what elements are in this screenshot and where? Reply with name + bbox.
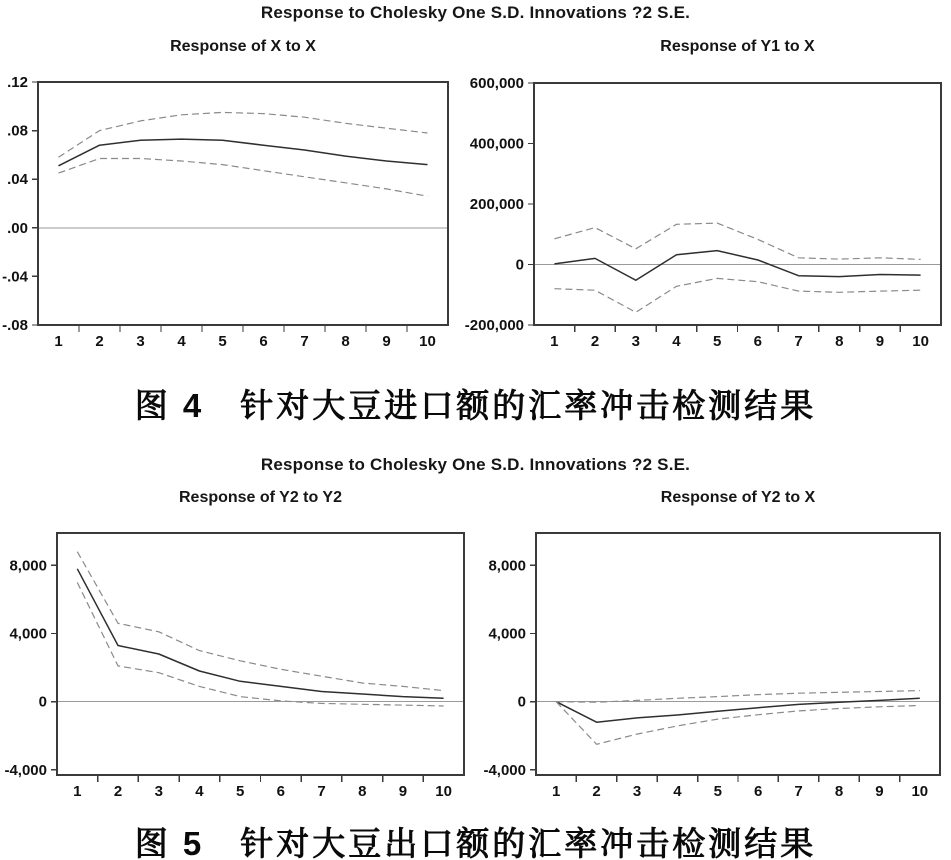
chart3-xtick-label: 2 (113, 783, 123, 800)
chart3-xtick-label: 5 (235, 783, 245, 800)
chart2-xtick-label: 2 (590, 333, 600, 350)
chart-title-response-of-y1-to-x: Response of Y1 to X (660, 38, 815, 55)
chart1-xtick-label: 5 (218, 333, 227, 350)
chart3-ytick-label: 4,000 (9, 625, 47, 643)
chart3-plot-frame (57, 533, 464, 775)
chart1-ytick-label: .04 (7, 171, 28, 189)
chart2-ytick-label: 600,000 (469, 75, 524, 92)
chart1-xtick-label: 6 (259, 333, 268, 350)
chart-title-response-of-y2-to-y2: Response of Y2 to Y2 (178, 489, 342, 506)
chart3-ytick-label: -4,000 (4, 761, 47, 779)
chart3-xtick-label: 8 (358, 783, 367, 800)
chart2-upper-2se-line (554, 223, 920, 259)
figure5-caption: 图 5 针对大豆出口额的汇率冲击检测结果 (134, 825, 817, 860)
chart2-lower-2se-line (554, 278, 920, 312)
chart2-xtick-label: 5 (712, 333, 722, 350)
chart4-xtick-label: 4 (673, 783, 682, 800)
chart1-xtick-label: 9 (382, 333, 391, 350)
chart4-ytick-label: 0 (517, 693, 526, 711)
chart1-xtick-label: 1 (54, 333, 63, 350)
chart1-xtick-label: 4 (177, 333, 186, 350)
chart1-xtick-label: 3 (136, 333, 145, 350)
chart1-xtick-label: 2 (95, 333, 104, 350)
chart4-xtick-label: 9 (875, 783, 884, 800)
chart2-ytick-label: -200,000 (464, 317, 524, 334)
chart1-plot-frame (38, 82, 448, 325)
chart2-ytick-label: 400,000 (469, 135, 524, 153)
chart4-plot-frame (536, 533, 940, 775)
chart3-ytick-label: 8,000 (9, 557, 47, 575)
chart1-ytick-label: -.08 (2, 317, 28, 334)
chart4-xtick-label: 3 (632, 783, 642, 800)
chart2-plot-frame (534, 83, 941, 325)
chart-title-response-of-x-to-x: Response of X to X (170, 38, 316, 55)
chart1-ytick-label: .00 (7, 219, 28, 237)
chart1-ytick-label: -.04 (2, 268, 28, 286)
chart1-xtick-label: 8 (341, 333, 350, 350)
chart1-ytick-label: .12 (7, 74, 28, 91)
figure5-main-title: Response to Cholesky One S.D. Innovations ?2 S.E. (260, 455, 691, 474)
chart1-xtick-label: 7 (300, 333, 309, 350)
chart3-xtick-label: 6 (276, 783, 286, 800)
chart4-lower-2se-line (556, 702, 920, 745)
chart3-xtick-label: 3 (154, 783, 163, 800)
chart2-ytick-label: 0 (515, 256, 524, 274)
chart3-lower-2se-line (77, 582, 443, 706)
chart2-xtick-label: 3 (631, 333, 640, 350)
chart3-ytick-label: 0 (38, 693, 47, 711)
chart2-xtick-label: 10 (912, 333, 929, 350)
chart1-upper-2se-line (59, 112, 428, 157)
chart3-xtick-label: 1 (73, 783, 82, 800)
chart4-ytick-label: 8,000 (488, 557, 526, 575)
chart-title-response-of-y2-to-x: Response of Y2 to X (660, 489, 816, 506)
chart4-ytick-label: 4,000 (488, 625, 526, 643)
chart4-ytick-label: -4,000 (483, 761, 526, 779)
chart4-xtick-label: 1 (552, 783, 561, 800)
chart2-xtick-label: 1 (550, 333, 559, 350)
chart3-xtick-label: 4 (195, 783, 204, 800)
chart4-xtick-label: 2 (592, 783, 601, 800)
chart2-xtick-label: 4 (672, 333, 681, 350)
chart2-xtick-label: 9 (875, 333, 885, 350)
chart3-xtick-label: 9 (398, 783, 408, 800)
chart3-xtick-label: 10 (435, 783, 452, 800)
chart4-xtick-label: 5 (713, 783, 722, 800)
chart2-response-line (554, 251, 920, 281)
figure4-main-title: Response to Cholesky One S.D. Innovations ?2 S.E. (260, 3, 691, 22)
figure4-caption: 图 4 针对大豆进口额的汇率冲击检测结果 (134, 387, 817, 424)
chart4-xtick-label: 10 (911, 783, 929, 800)
chart3-xtick-label: 7 (317, 783, 326, 800)
chart3-response-line (77, 569, 443, 699)
chart4-xtick-label: 6 (754, 783, 763, 800)
chart4-xtick-label: 7 (794, 783, 803, 800)
chart1-response-line (59, 139, 428, 166)
chart4-xtick-label: 8 (834, 783, 844, 800)
chart2-xtick-label: 7 (794, 333, 803, 350)
chart1-xtick-label: 10 (419, 333, 436, 350)
chart2-ytick-label: 200,000 (469, 196, 524, 213)
chart3-upper-2se-line (77, 552, 443, 691)
chart2-xtick-label: 6 (753, 333, 763, 350)
chart1-ytick-label: .08 (7, 122, 28, 140)
chart1-lower-2se-line (59, 159, 428, 197)
chart2-xtick-label: 8 (835, 333, 844, 350)
